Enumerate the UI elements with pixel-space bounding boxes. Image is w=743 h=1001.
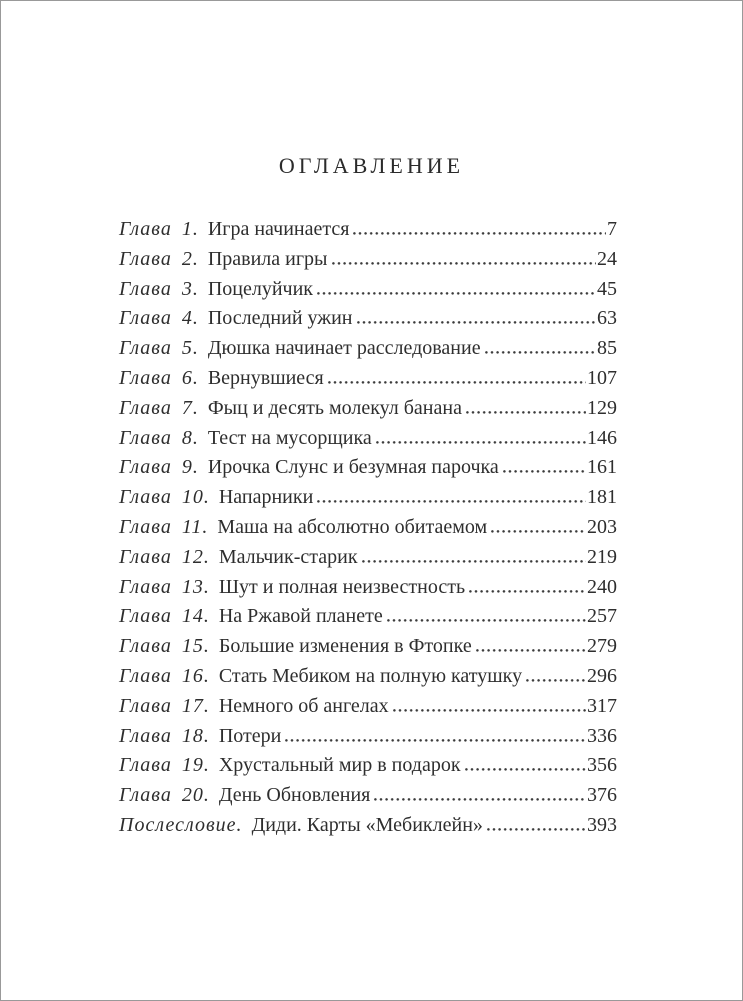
dot-leader (393, 709, 586, 712)
toc-row (119, 602, 617, 632)
chapter-title: Вернувшиеся (207, 366, 324, 389)
chapter-label: Глава 1. (119, 218, 199, 240)
toc-row (119, 453, 617, 483)
chapter-title: Правила игры (207, 247, 328, 270)
chapter-title: Стать Мебиком на полную катушку (218, 664, 523, 687)
chapter-label: Глава 10. (119, 486, 210, 509)
chapter-title: Напарники (218, 486, 314, 509)
chapter-label: Глава 20. (119, 784, 210, 807)
dot-leader (503, 470, 586, 473)
chapter-title: Маша на абсолютно обитаемом (217, 515, 488, 538)
page-number: 257 (587, 605, 617, 628)
page-number: 107 (587, 366, 617, 389)
toc-row (119, 543, 617, 573)
chapter-label: Глава 7. (119, 396, 199, 419)
chapter-label: Глава 8. (119, 426, 199, 449)
dot-leader (466, 411, 586, 414)
chapter-title: День Обновления (218, 784, 371, 807)
chapter-label: Глава 13. (119, 575, 210, 598)
toc-row (119, 692, 617, 722)
toc-row (119, 215, 617, 245)
page-number: 161 (587, 456, 617, 479)
toc-row (119, 513, 617, 543)
chapter-label: Глава 14. (119, 605, 210, 628)
dot-leader (285, 739, 586, 742)
chapter-title: Игра начинается (207, 218, 350, 240)
toc-row (119, 364, 617, 394)
dot-leader (332, 262, 597, 265)
chapter-title: Потери (218, 724, 282, 747)
chapter-title: Диди. Карты «Мебиклейн» (251, 813, 483, 836)
chapter-title: На Ржавой планете (218, 605, 383, 628)
page-number: 24 (597, 247, 617, 270)
chapter-label: Глава 3. (119, 277, 199, 300)
page-number: 129 (587, 396, 617, 419)
toc-row (119, 811, 617, 841)
page-number: 203 (587, 515, 617, 538)
chapter-label: Глава 17. (119, 694, 210, 717)
chapter-title: Фыц и десять молекул банана (207, 396, 462, 419)
chapter-title: Хрустальный мир в подарок (218, 754, 461, 777)
page-number: 296 (587, 664, 617, 687)
chapter-title: Немного об ангелах (218, 694, 389, 717)
toc-list (1, 215, 742, 841)
dot-leader (487, 828, 586, 831)
chapter-title: Большие изменения в Фтопке (218, 635, 472, 658)
page-number: 376 (587, 784, 617, 807)
toc-row (119, 632, 617, 662)
toc-row (119, 483, 617, 513)
dot-leader (317, 292, 596, 295)
chapter-label: Глава 15. (119, 635, 210, 658)
dot-leader (317, 500, 586, 503)
toc-row (119, 662, 617, 692)
chapter-title: Дюшка начинает расследование (207, 337, 481, 360)
chapter-title: Мальчик-старик (218, 545, 358, 568)
chapter-label: Глава 19. (119, 754, 210, 777)
page-number: 317 (587, 694, 617, 717)
toc-row (119, 245, 617, 275)
toc-row (119, 394, 617, 424)
dot-leader (476, 649, 586, 652)
page-number: 393 (587, 813, 617, 836)
dot-leader (526, 679, 586, 682)
chapter-label: Послесловие. (119, 813, 243, 836)
chapter-label: Глава 11. (119, 515, 209, 538)
dot-leader (465, 768, 586, 771)
chapter-label: Глава 6. (119, 366, 199, 389)
chapter-title: Поцелуйчик (207, 277, 314, 300)
page-title: ОГЛАВЛЕНИЕ (278, 153, 465, 178)
chapter-title: Тест на мусорщика (207, 426, 372, 449)
chapter-label: Глава 2. (119, 247, 199, 270)
dot-leader (374, 798, 586, 801)
chapter-label: Глава 5. (119, 337, 199, 360)
dot-leader (491, 530, 586, 533)
toc-row (119, 722, 617, 752)
dot-leader (376, 441, 586, 444)
page-number: 146 (587, 426, 617, 449)
chapter-title: Последний ужин (207, 307, 353, 330)
page-number: 219 (587, 545, 617, 568)
chapter-label: Глава 18. (119, 724, 210, 747)
page-number: 85 (597, 337, 617, 360)
chapter-title: Ирочка Слунс и безумная парочка (207, 456, 499, 479)
dot-leader (469, 590, 586, 593)
toc-row (119, 424, 617, 454)
chapter-label: Глава 9. (119, 456, 199, 479)
dot-leader (485, 351, 596, 354)
toc-row (119, 573, 617, 603)
chapter-title: Шут и полная неизвестность (218, 575, 466, 598)
toc-row (119, 304, 617, 334)
dot-leader (353, 232, 606, 235)
page-number: 336 (587, 724, 617, 747)
toc-row (119, 334, 617, 364)
chapter-label: Глава 16. (119, 664, 210, 687)
toc-row (119, 781, 617, 811)
page-number: 63 (597, 307, 617, 330)
page-number: 240 (587, 575, 617, 598)
toc-row (119, 275, 617, 305)
page-number: 45 (597, 277, 617, 300)
page-number: 7 (607, 218, 617, 240)
chapter-label: Глава 12. (119, 545, 210, 568)
dot-leader (357, 321, 597, 324)
dot-leader (387, 619, 586, 622)
page-number: 279 (587, 635, 617, 658)
page-number: 181 (587, 486, 617, 509)
dot-leader (362, 560, 586, 563)
dot-leader (328, 381, 586, 384)
toc-row (119, 751, 617, 781)
page-number: 356 (587, 754, 617, 777)
chapter-label: Глава 4. (119, 307, 199, 330)
